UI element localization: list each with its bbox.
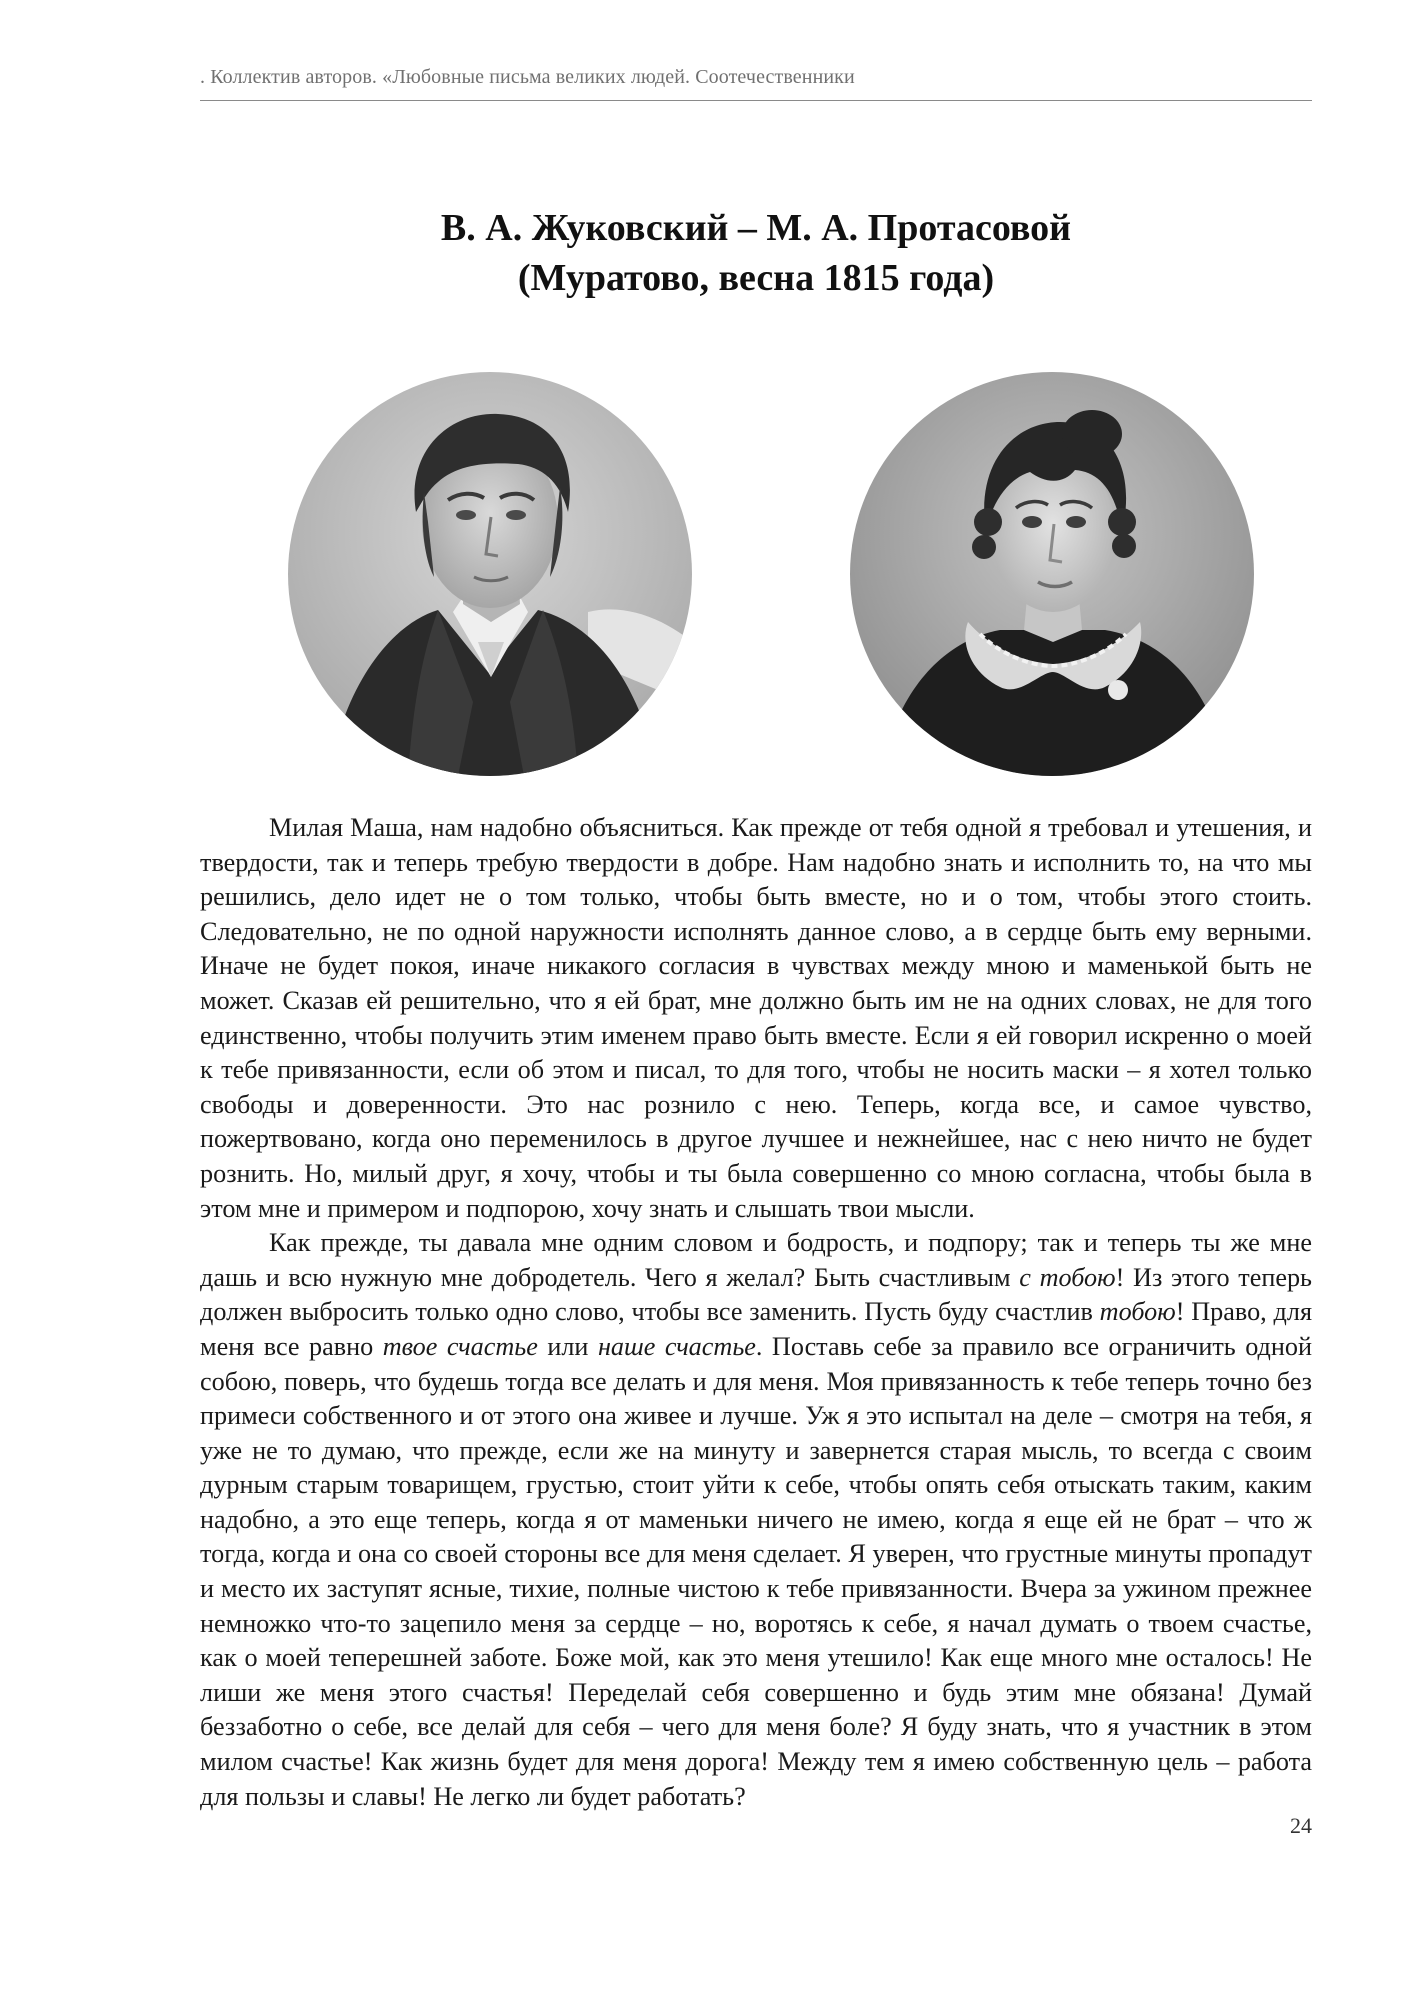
- paragraph-2-text-2: ! Из этого теперь должен выбросить только одно слово, чтобы все заменить. Пусть буду счастлив: [200, 1262, 1313, 1327]
- portrait-zhukovsky-illustration: [288, 372, 692, 776]
- paragraph-2-text-5: . Поставь себе за правило все ограничить одной собою, поверь, что будешь тогда все делать и для меня. Моя привязанность к тебе теперь точно без примеси собственного и от этого она живее и лучше. Уж я это испытал на деле – смотря на тебя, я уже не то думаю, что прежде, если же на минуту и завернется старая мысль, то всегда с своим дурным старым товарищем, грустью, стоит уйти к себе, чтобы опять себя отыскать таким, каким надобно, а это еще теперь, когда я от маменьки ничего не имею, когда я еще ей не брат – что ж тогда, когда и она со своей стороны все для меня сделает. Я уверен, что грустные минуты пропадут и место их заступят ясные, тихие, полные чистою к тебе привязанности. Вчера за ужином прежнее немножко что-то зацепило меня за сердце – но, воротясь к себе, я начал думать о твоем счастье, как о моей теперешней заботе. Боже мой, как это меня утешило! Как еще много мне осталось! Не лиши же меня этого счастья! Переделай себя совершенно и будь этим мне обязана! Думай беззаботно о себе, все делай для себя – чего для меня боле? Я буду знать, что я участник в этом милом счастье! Как жизнь будет для меня дорога! Между тем я имею собственную цель – работа для пользы и славы! Не легко ли будет работать?: [200, 1331, 1312, 1811]
- title-line-1: В. А. Жуковский – М. А. Протасовой: [440, 207, 1072, 249]
- letter-paragraph-2: [200, 1226, 1312, 1814]
- portrait-protasova: [850, 372, 1254, 776]
- page-title: [200, 203, 1312, 303]
- letter-paragraph-1: Милая Маша, нам надобно объясниться. Как прежде от тебя одной я требовал и утешения, и твердости, так и теперь требую твердости в добре. Нам надобно знать и исполнить то, на что мы решились, дело идет не о том только, чтобы быть вместе, но и о том, чтобы этого стоить. Следовательно, не по одной наружности исполнять данное слово, а в сердце быть ему верными. Иначе не будет покоя, иначе никакого согласия в чувствах между мною и маменькой быть не может. Сказав ей решительно, что я ей брат, мне должно быть им не на одних словах, не для того единственно, чтобы получить этим именем право быть вместе. Если я ей говорил искренно о моей к тебе привязанности, если об этом и писал, то для того, чтобы не носить маски – я хотел только свободы и доверенности. Это нас рознило с нею. Теперь, когда все, и самое чувство, пожертвовано, когда оно переменилось в другое лучшее и нежнейшее, нас с нею ничто не будет рознить. Но, милый друг, я хочу, чтобы и ты была совершенно со мною согласна, чтобы была в этом мне и примером и подпорою, хочу знать и слышать твои мысли.: [200, 813, 1312, 1223]
- portrait-zhukovsky: [288, 372, 692, 776]
- title-line-2: (Муратово, весна 1815 года): [517, 257, 995, 299]
- header-divider: [200, 100, 1312, 101]
- emphasis-tvoe-schastye: твое счастье: [382, 1331, 538, 1361]
- page-number: 24: [1290, 1813, 1312, 1838]
- paragraph-2-text-1: Как прежде, ты давала мне одним словом и бодрость, и подпору; так и теперь ты же мне дашь и всю нужную мне добродетель. Чего я желал? Быть счастливым: [200, 1228, 1312, 1292]
- emphasis-toboyu: тобою: [1099, 1297, 1176, 1327]
- paragraph-2-text-4: или: [537, 1331, 598, 1361]
- emphasis-nashe-schastye: наше счастье: [597, 1331, 756, 1361]
- portrait-protasova-illustration: [850, 372, 1254, 776]
- running-header: . Коллектив авторов. «Любовные письма великих людей. Соотечественники: [200, 66, 855, 88]
- letter-body: [200, 811, 1312, 1814]
- emphasis-s-toboyu: с тобою: [1019, 1262, 1116, 1292]
- paragraph-2-text-3: ! Право, для меня все равно: [200, 1297, 1312, 1361]
